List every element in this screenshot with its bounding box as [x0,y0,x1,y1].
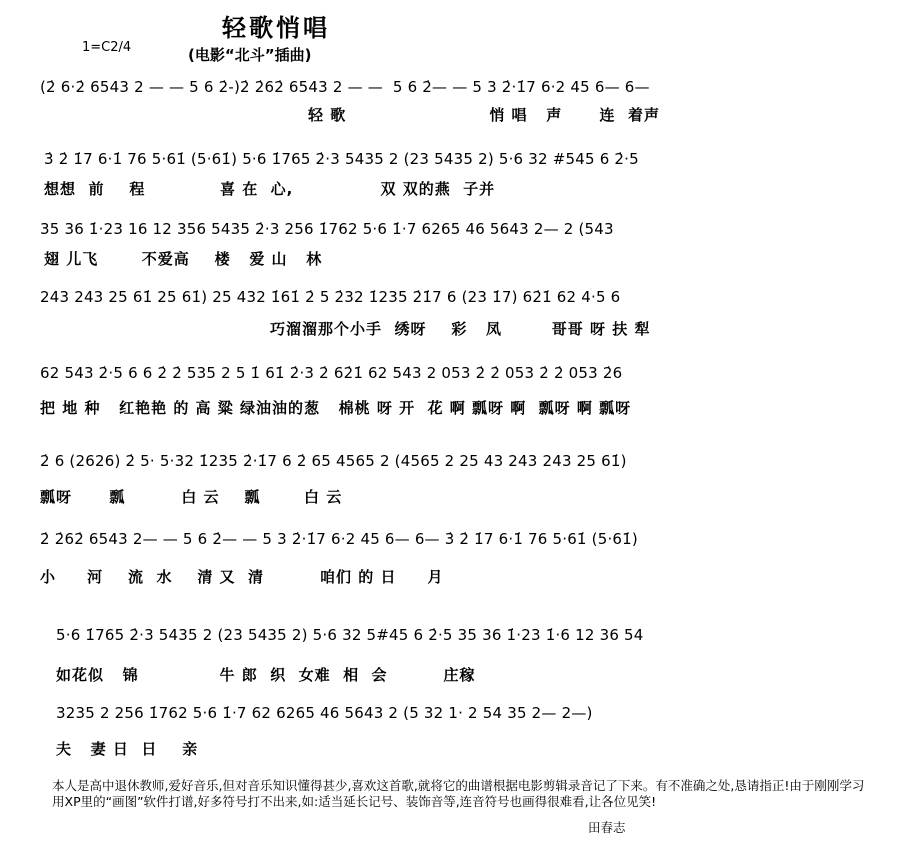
key-signature: 1=C2/4 [82,40,132,55]
lyrics-line: 巧溜溜那个小手 绣呀 彩 凤 哥哥 呀 扶 犁 [270,320,651,338]
lyrics-line: 翅 儿飞 不爱高 楼 爱 山 林 [44,250,323,268]
notation-line: 3̇ 2̇ 1̇7 6·1̇ 76 5·61̇ (5·61̇) 5·6 1̇765 2̇·3 5435 2 (23 5435 2) 5·6 32 #545 6 2̇·5 [44,150,639,168]
page-title: 轻歌悄唱 [222,14,330,42]
lyrics-line: 如花似 锦 牛 郎 织 女难 相 会 庄稼 [56,666,476,684]
notation-line: 3235 2 256 1̇762 5·6 1̇·7 62 6265 46 5643 2 (5 32 1· 2 54 35 2— 2—) [56,704,593,722]
lyrics-line: 把 地 种 红艳艳 的 高 粱 绿油油的葱 棉桃 呀 开 花 啊 瓢呀 啊 瓢呀 啊 瓢呀 [40,399,632,417]
notation-line: 2̇ 6 (2626) 2̇ 5· 5·32 1̇235 2̇·1̇7 6 2̇ 65 4565 2 (4565 2 25 43 243 243 25 61̇) [40,452,627,470]
notation-line: (2̇ 6·2̇ 6543 2 — — 5 6 2̇-)2̇ 2̇62̇ 6543 2 — — 5 6 2̇— — 5 3 2̇·1̇7 6·2 45 6— 6— [40,78,650,96]
notation-line: 2̇ 2̇62̇ 6543 2— — 5 6 2̇— — 5 3 2̇·1̇7 6·2 45 6— 6— 3̇ 2̇ 1̇7 6·1̇ 76 5·61̇ (5·61̇) [40,530,638,548]
lyrics-line: 夫 妻 日 日 亲 [56,740,199,758]
notation-line: 35 36 1̇·23 16 12 356 5435 2̇·3 256 1̇762 5·6 1̇·7 6265 46 5643 2— 2 (543 [40,220,614,238]
notation-line: 5·6 1̇765 2̇·3 5435 2 (23 5435 2) 5·6 32 5#45 6 2̇·5 35 36 1̇·23 1̇·6 12 36 54 [56,626,644,644]
signature: 田春志 [588,820,626,835]
subtitle: (电影“北斗”插曲) [188,46,312,64]
lyrics-line: 轻 歌 悄 唱 声 连 着声 [308,106,660,124]
notation-line: 243 243 25 61̇ 25 61̇) 25 432 1̇61̇ 2̇ 5 2̇32 1̇235 2̇1̇7 6 (23 1̇7) 62̇1̇ 62 4·5 6 [40,288,621,306]
lyrics-line: 小 河 流 水 清 又 清 咱们 的 日 月 [40,568,444,586]
notation-line: 62 543 2̇·5 6 6 2̇ 2̇ 535 2 5 1̇ 61̇ 2̇·3 2̇ 62̇1̇ 62 543 2 053 2̇ 2̇ 053 2̇ 2̇ 053 2̇6 [40,364,623,382]
lyrics-line: 瓢呀 瓢 白 云 瓢 白 云 [40,488,343,506]
footer-note: 本人是高中退休教师,爱好音乐,但对音乐知识懂得甚少,喜欢这首歌,就将它的曲谱根据电影剪辑录音记了下来。有不准确之处,恳请指正!由于刚刚学习用XP里的“画图”软件打谱,好多符号打不出来,如:适当延长记号、装饰音等,连音符号也画得很难看,让各位见笑! [52,778,865,809]
lyrics-line: 想想 前 程 喜 在 心, 双 双的燕 子并 [44,180,496,198]
